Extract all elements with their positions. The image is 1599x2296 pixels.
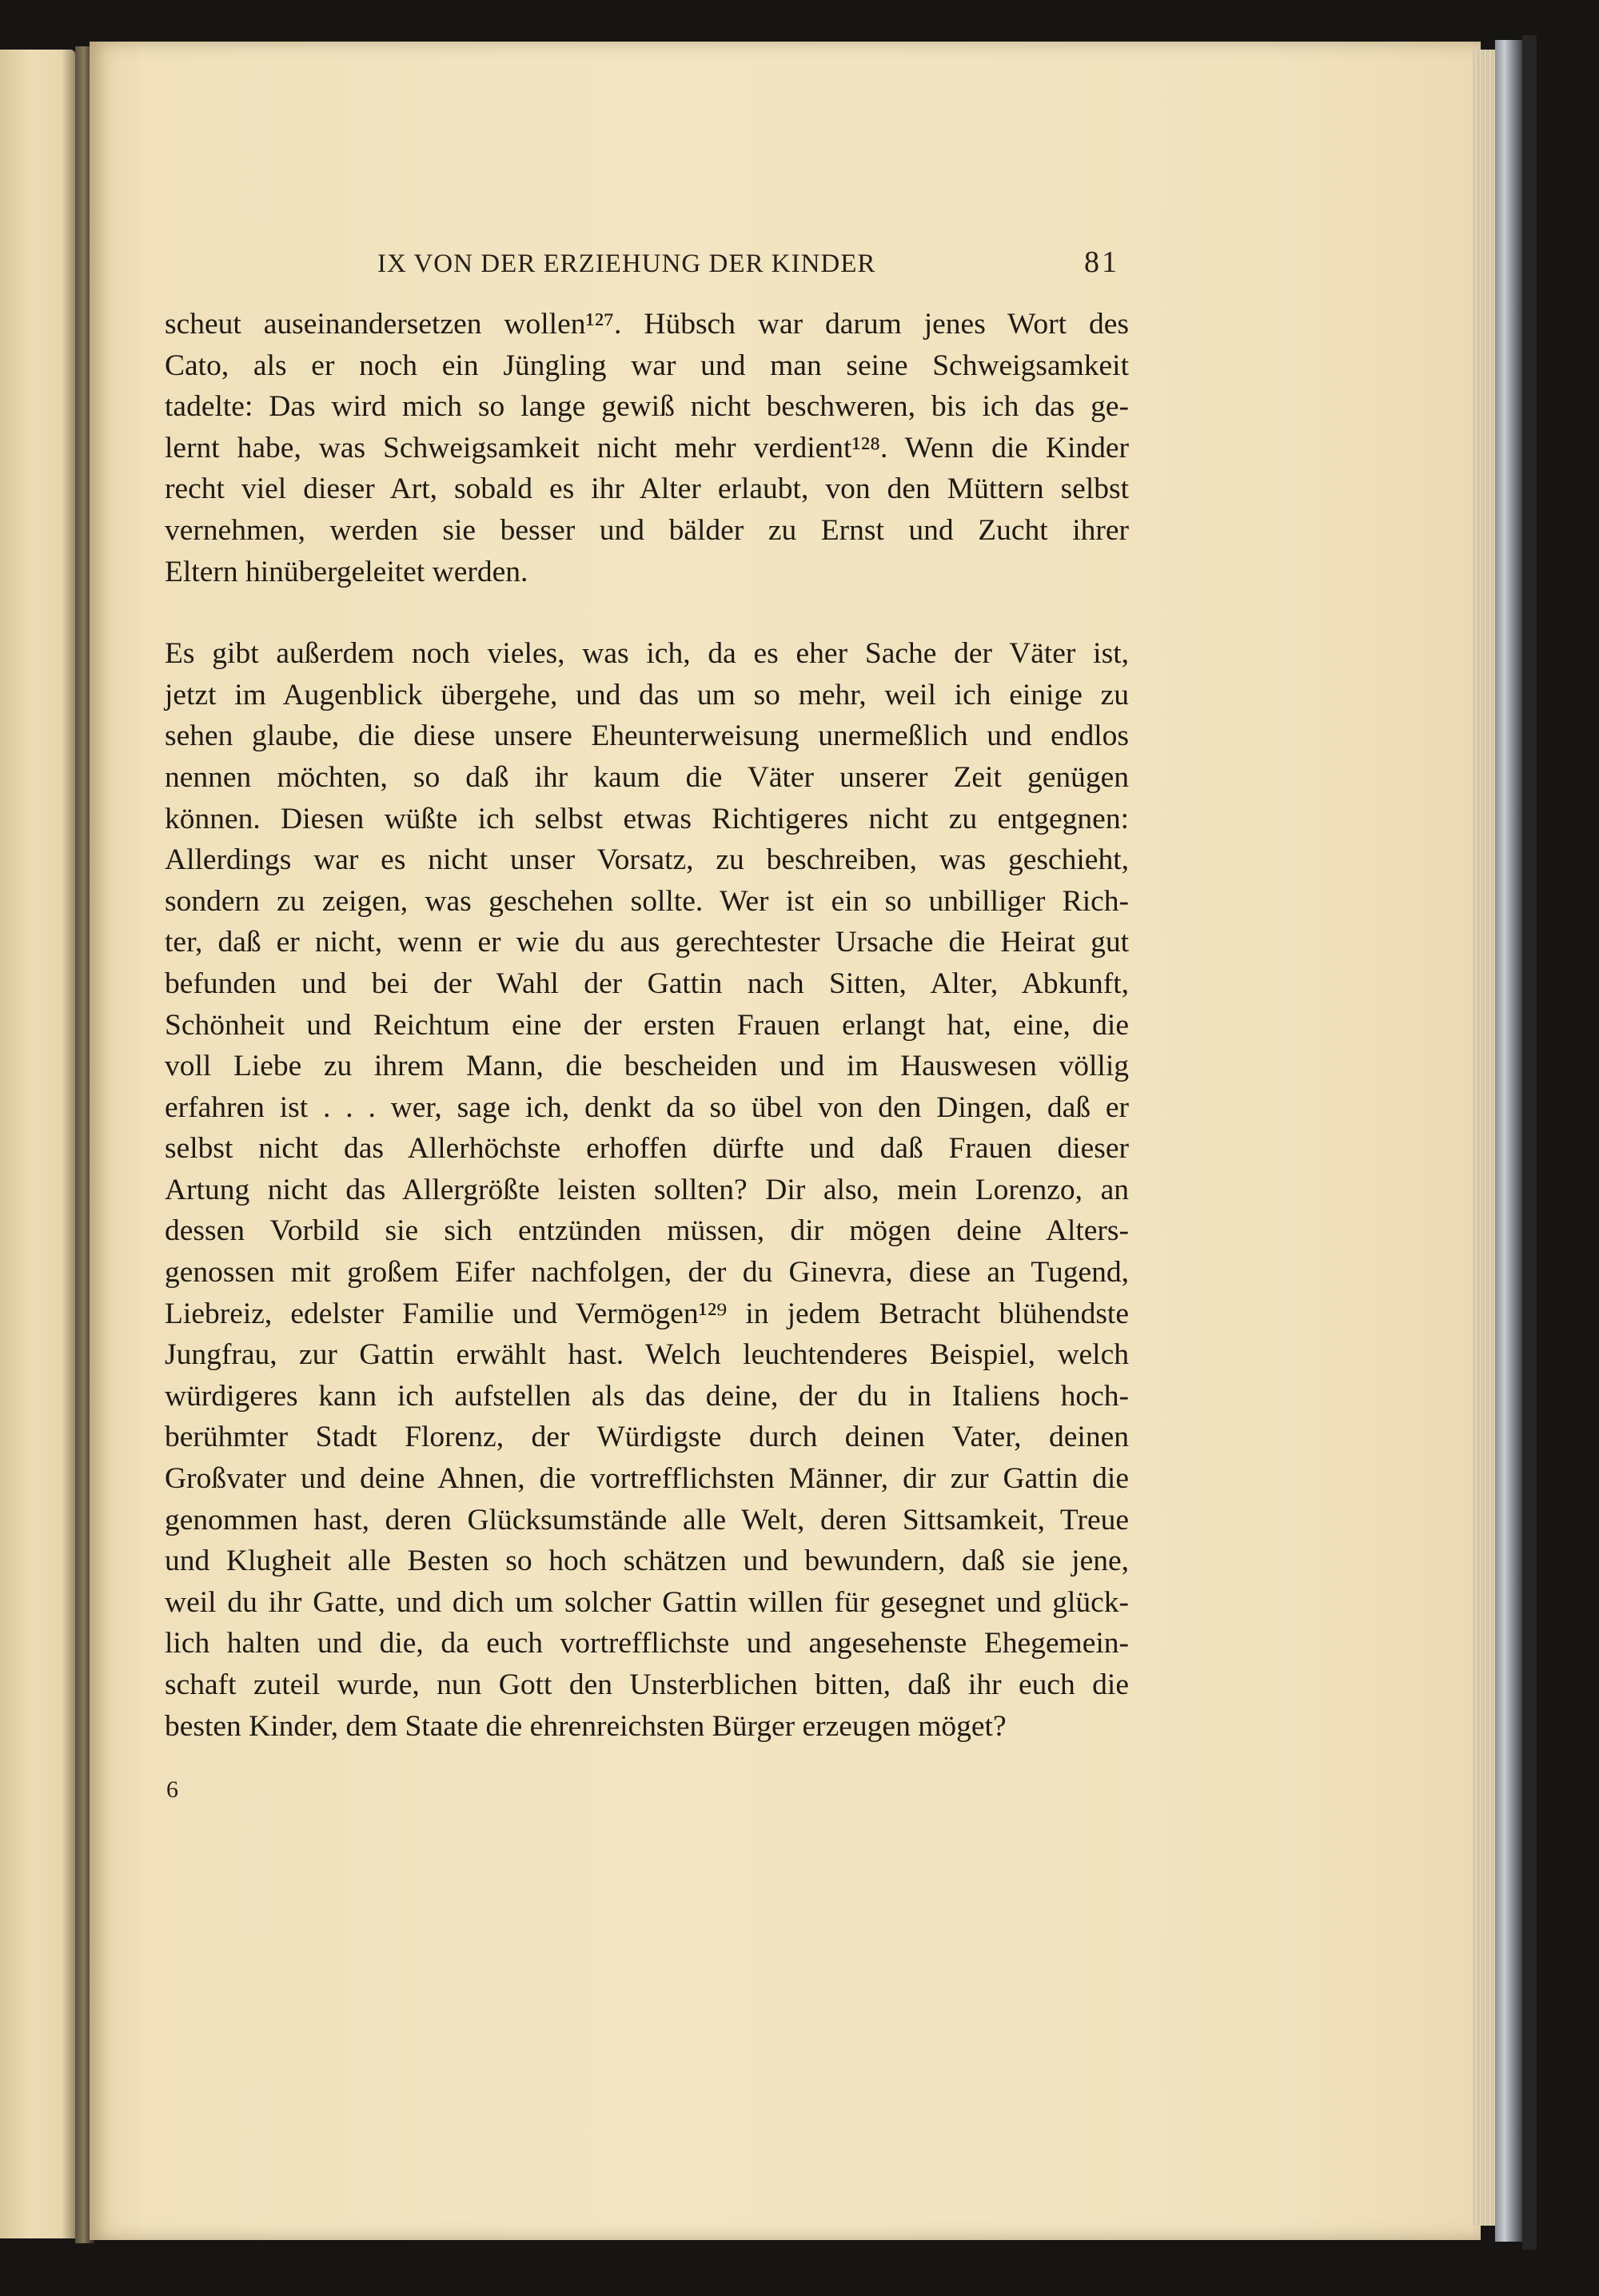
body-text xyxy=(165,304,1129,1747)
text-line: schaft zuteil wurde, nun Gott den Unsterblichen bitten, daß ihr euch die xyxy=(165,1668,1129,1701)
text-line: nennen möchten, so daß ihr kaum die Väter unserer Zeit genügen xyxy=(165,760,1129,794)
text-line: Jungfrau, zur Gattin erwählt hast. Welch leuchtenderes Beispiel, welch xyxy=(165,1338,1129,1372)
text-line: dessen Vorbild sie sich entzünden müssen, dir mögen deine Alters- xyxy=(165,1214,1129,1248)
text-line: selbst nicht das Allerhöchste erhoffen dürfte und daß Frauen dieser xyxy=(165,1132,1129,1166)
paragraph-1 xyxy=(165,304,1129,592)
text-line: genossen mit großem Eifer nachfolgen, der du Ginevra, diese an Tugend, xyxy=(165,1256,1129,1290)
text-line: erfahren ist . . . wer, sage ich, denkt da so übel von den Dingen, daß er xyxy=(165,1090,1129,1124)
text-line: lernt habe, was Schweigsamkeit nicht mehr verdient¹²⁸. Wenn die Kinder xyxy=(165,431,1129,464)
text-line: tadelte: Das wird mich so lange gewiß nicht beschweren, bis ich das ge- xyxy=(165,390,1129,424)
text-line: voll Liebe zu ihrem Mann, die bescheiden und im Hauswesen völlig xyxy=(165,1050,1129,1083)
text-line: Artung nicht das Allergrößte leisten sollten? Dir also, mein Lorenzo, an xyxy=(165,1173,1129,1206)
text-line: Schönheit und Reichtum eine der ersten Frauen erlangt hat, eine, die xyxy=(165,1008,1129,1042)
text-line: Eltern hinübergeleitet werden. xyxy=(165,555,528,588)
text-line: berühmter Stadt Florenz, der Würdigste durch deinen Vater, deinen xyxy=(165,1421,1129,1454)
book-cover-edge xyxy=(1495,40,1522,2242)
text-line: vernehmen, werden sie besser und bälder zu Ernst und Zucht ihrer xyxy=(165,513,1129,547)
page-number: 81 xyxy=(1084,245,1119,279)
text-line: Liebreiz, edelster Familie und Vermögen¹²⁹ in jedem Betracht blühendste xyxy=(165,1297,1129,1330)
text-line: würdigeres kann ich aufstellen als das deine, der du in Italiens hoch- xyxy=(165,1379,1129,1413)
text-line: Allerdings war es nicht unser Vorsatz, zu beschreiben, was geschieht, xyxy=(165,843,1129,877)
text-line: besten Kinder, dem Staate die ehrenreichsten Bürger erzeugen möget? xyxy=(165,1709,1007,1743)
text-line: jetzt im Augenblick übergehe, und das um so mehr, weil ich einige zu xyxy=(165,678,1129,712)
text-line: befunden und bei der Wahl der Gattin nach Sitten, Alter, Abkunft, xyxy=(165,967,1129,1000)
text-line: lich halten und die, da euch vortrefflichste und angesehenste Ehegemein- xyxy=(165,1627,1129,1660)
signature-mark: 6 xyxy=(166,1776,178,1803)
text-line: sondern zu zeigen, was geschehen sollte. Wer ist ein so unbilliger Rich- xyxy=(165,884,1129,918)
text-line: weil du ihr Gatte, und dich um solcher Gattin willen für gesegnet und glück- xyxy=(165,1585,1129,1619)
text-line: Großvater und deine Ahnen, die vortrefflichsten Männer, dir zur Gattin die xyxy=(165,1462,1129,1496)
text-line: Cato, als er noch ein Jüngling war und man seine Schweigsamkeit xyxy=(165,349,1129,382)
text-line: und Klugheit alle Besten so hoch schätzen und bewundern, daß sie jene, xyxy=(165,1545,1129,1578)
text-line: sehen glaube, die diese unsere Eheunterweisung unermeßlich und endlos xyxy=(165,719,1129,753)
cover-shadow xyxy=(1522,35,1537,2250)
facing-page-edge xyxy=(0,50,75,2238)
text-line: können. Diesen wüßte ich selbst etwas Richtigeres nicht zu entgegnen: xyxy=(165,802,1129,835)
text-line: ter, daß er nicht, wenn er wie du aus gerechtester Ursache die Heirat gut xyxy=(165,926,1129,959)
text-line: Es gibt außerdem noch vieles, was ich, da es eher Sache der Väter ist, xyxy=(165,637,1129,671)
text-line: recht viel dieser Art, sobald es ihr Alter erlaubt, von den Müttern selbst xyxy=(165,472,1129,506)
text-line: genommen hast, deren Glücksumstände alle Welt, deren Sittsamkeit, Treue xyxy=(165,1503,1129,1537)
paragraph-2 xyxy=(165,633,1129,1747)
text-line: scheut auseinandersetzen wollen¹²⁷. Hübsch war darum jenes Wort des xyxy=(165,308,1129,341)
running-head: IX VON DER ERZIEHUNG DER KINDER xyxy=(377,249,876,278)
page-fore-edge xyxy=(1473,50,1497,2226)
